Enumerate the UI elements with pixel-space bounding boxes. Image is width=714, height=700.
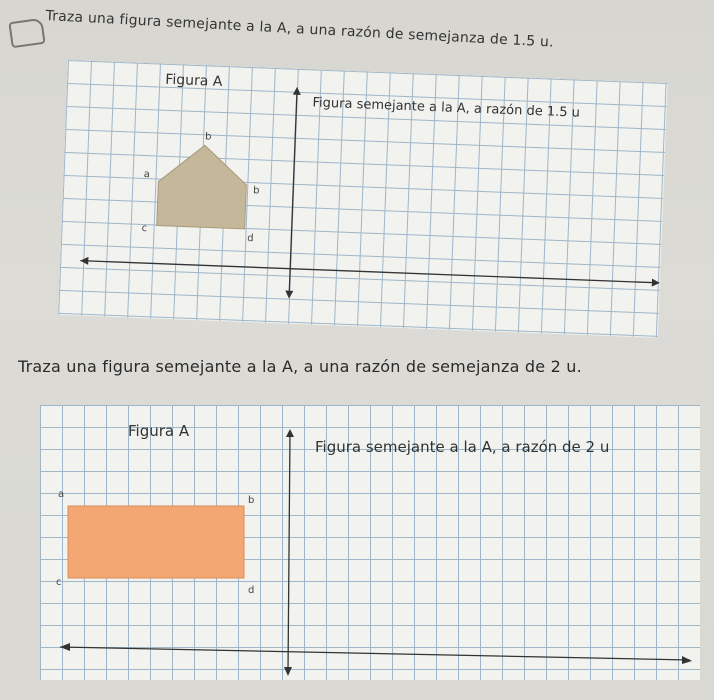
- x-axis-line: [60, 647, 690, 660]
- similar-figure-label: Figura semejante a la A, a razón de 2 u: [315, 438, 610, 456]
- point-d: d: [247, 233, 254, 245]
- point-c: c: [141, 222, 148, 235]
- figure-a-shape: [68, 506, 244, 578]
- y-axis-line: [288, 431, 290, 673]
- x-axis-arrow-left: [80, 257, 88, 265]
- exercise2-grid[interactable]: [40, 405, 700, 680]
- exercise2-prompt: Traza una figura semejante a la A, a una razón de semejanza de 2 u.: [18, 357, 582, 376]
- similar-figure-label: Figura semejante a la A, a razón de 1.5 u: [312, 95, 581, 121]
- figure-a-label: Figura A: [128, 422, 190, 440]
- point-a: a: [58, 489, 65, 500]
- x-axis-arrow-left: [60, 643, 70, 651]
- x-axis-arrow-right: [652, 279, 660, 287]
- y-axis-arrow-up: [293, 87, 301, 95]
- exercise1-grid[interactable]: [58, 60, 667, 338]
- point-d: d: [248, 585, 255, 596]
- point-b: b: [248, 495, 255, 506]
- point-c: c: [56, 577, 62, 588]
- y-axis-arrow-down: [284, 667, 292, 676]
- x-axis-arrow-right: [682, 656, 692, 664]
- figure-a-label: Figura A: [165, 71, 223, 90]
- y-axis-arrow-up: [286, 429, 294, 437]
- point-b-top: b: [204, 131, 212, 143]
- point-b: b: [252, 185, 260, 197]
- x-axis-line: [80, 261, 652, 283]
- y-axis-line: [289, 89, 297, 297]
- figure-a-shape: [157, 144, 248, 229]
- pencil-icon: [8, 18, 45, 48]
- point-a: a: [143, 168, 151, 181]
- exercise1-prompt: Traza una figura semejante a la A, a una razón de semejanza de 1.5 u.: [45, 8, 555, 51]
- y-axis-arrow-down: [285, 291, 293, 299]
